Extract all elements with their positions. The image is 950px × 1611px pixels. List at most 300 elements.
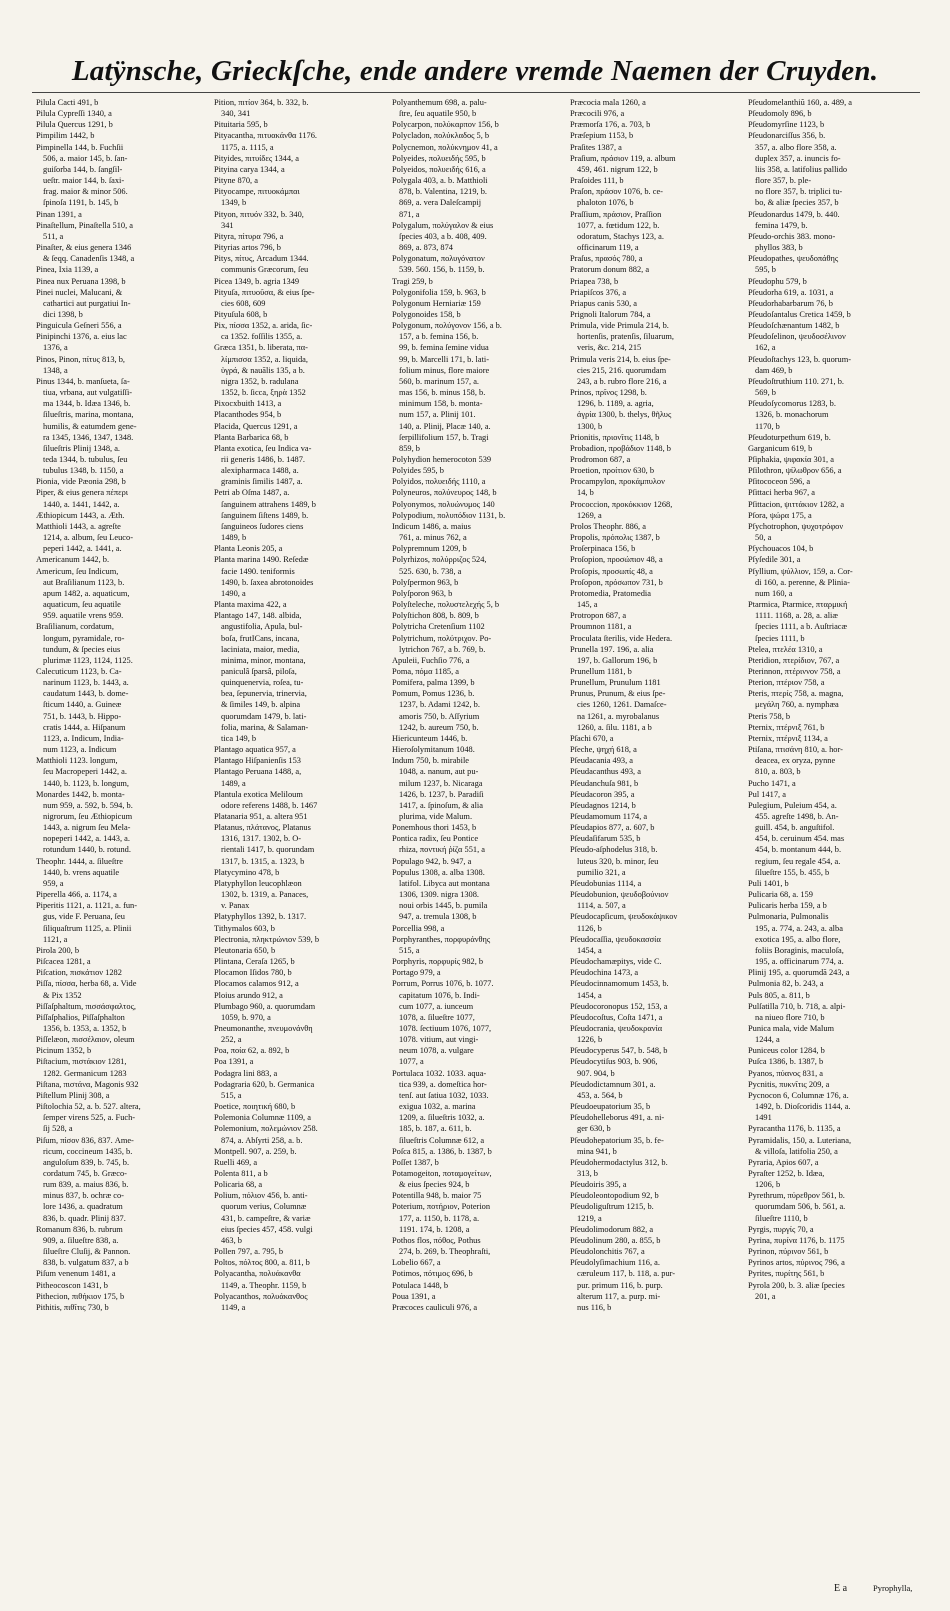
index-entry-continuation: ricum, coccineum 1435, b. [43, 1146, 133, 1156]
index-entry: Montpell. 907, a. 259, b. [214, 1146, 297, 1156]
index-entry: Pinan 1391, a [36, 209, 82, 219]
index-entry-continuation: 195, a. 774, a. 243, a. alba [755, 923, 843, 933]
index-entry: Pituitaria 595, b [214, 120, 268, 130]
index-entry: Porphyris, πορφυρίς 982, b [392, 957, 484, 967]
index-entry: Pſychotrophon, ψυχοτρόφον [748, 521, 844, 531]
page-title: Latÿnsche, Grieckſche, ende andere vremde Naemen der Cruyden. [71, 55, 879, 87]
index-entry-continuation: ὑγρά, & nauālis 135, a b. [221, 365, 305, 375]
index-entry: Lobelio 667, a [392, 1258, 441, 1268]
index-entry: Pinea, Ixia 1139, a [36, 265, 99, 275]
index-entry: Podagra lini 883, a [214, 1068, 278, 1078]
index-entry: Pityuſula 608, b [214, 309, 268, 319]
index-entry: Pithitis, πιθῖτις 730, b [36, 1302, 109, 1312]
index-entry: Pityra, πίτυρα 796, a [214, 231, 284, 241]
index-entry-continuation: tica 149, b [221, 733, 257, 743]
index-entry: Pſeudoiris 395, a [570, 1180, 627, 1190]
index-entry: Poſſet 1387, b [392, 1157, 439, 1167]
index-entry: Pſeudorha 619, a. 1031, a [748, 287, 834, 297]
index-entry: Pſeudobunias 1114, a [570, 878, 642, 888]
index-entry-continuation: 195, a. officinarum 774, a. [755, 957, 844, 967]
index-entry: Hiericunteum 1446, b. [392, 733, 468, 743]
index-entry: Plintana, Ceraſa 1265, b [214, 957, 295, 967]
index-entry: Pitheocoscon 1431, b [36, 1280, 108, 1290]
index-entry-continuation: & villoſa, latifolia 250, a [755, 1146, 838, 1156]
index-entry-continuation: 1121, a [43, 934, 68, 944]
index-entry-continuation: 810, a. 803, b [755, 767, 801, 777]
index-entry: Pſeudocoſtus, Coſta 1471, a [570, 1012, 663, 1022]
index-entry: Proſopis, προσωπίς 48, a [570, 566, 653, 576]
index-entry: Pul 1417, a [748, 789, 786, 799]
index-entry-continuation: gus, vide F. Peruana, ſeu [43, 912, 125, 922]
index-entry: Pſeudapios 877, a. 607, b [570, 823, 655, 833]
index-entry: Romanum 836, b. rubrum [36, 1224, 123, 1234]
index-entry-continuation: 560, b. marinum 157, a. [399, 376, 480, 386]
index-entry: Pſeudanchuſa 981, b [570, 778, 639, 788]
index-entry: Pterinnon, πτέριννον 758, a [748, 666, 841, 676]
index-entry-continuation: plurima, vide Malum. [399, 812, 473, 821]
index-entry: Planta Leonis 205, a [214, 544, 283, 554]
index-entry-continuation: v. Panax [221, 901, 250, 911]
index-entry: Piperitis 1121, a. 1121, a. fun- [36, 901, 138, 911]
index-entry: Puls 805, a. 811, b [748, 990, 810, 1000]
index-entry: Praſus, πρασός 780, a [570, 254, 643, 264]
index-column-4 [570, 97, 744, 1597]
index-entry: Græca 1351, b. liberata, πα- [214, 343, 308, 353]
index-entry-continuation: na niueo flore 710, b [755, 1012, 825, 1022]
index-entry-continuation: 197, b. Gallorum 196, b [577, 655, 658, 665]
index-entry: Polytricha Cretenſium 1102 [392, 622, 485, 632]
index-entry-continuation: ſtre, ſeu aquatile 950, b [399, 109, 477, 119]
index-entry: Proumnon 1181, a [570, 622, 632, 632]
index-entry: Portago 979, a [392, 968, 441, 978]
index-entry-continuation: rhiza, ποντική ῥίζα 551, a [399, 845, 485, 855]
index-column-2 [214, 97, 388, 1597]
index-entry-continuation: veris, &c. 214, 215 [577, 343, 642, 353]
index-entry: Ptelea, πτελέα 1310, a [748, 644, 823, 654]
index-entry-continuation: 1440, b. 1123, b. longum, [43, 778, 129, 788]
index-entry-continuation: 1454, a [577, 945, 602, 955]
index-entry-continuation: officinarum 119, a [577, 243, 639, 253]
index-entry: Pſyllium, ψύλλιον, 159, a. Cor- [748, 566, 853, 576]
index-entry-continuation: ueſtr. maior 144, b. ſaxi- [43, 176, 125, 186]
index-entry-continuation: 1077, a [399, 1057, 424, 1067]
index-entry-continuation: ra 1345, 1346, 1347, 1348. [43, 432, 134, 442]
index-entry-continuation: regium, ſeu regale 454, a. [755, 856, 841, 866]
index-entry-continuation: 1489, a [221, 778, 246, 788]
index-entry-continuation: minimum 158, b. monta- [399, 399, 483, 409]
index-entry-continuation: rii generis 1486, b. 1487. [221, 455, 305, 464]
index-entry: Prodromon 687, a [570, 455, 631, 464]
index-entry-continuation: 454, b. montanum 444, b. [755, 845, 842, 855]
index-entry-continuation: cæruleum 117, b. 118, a. pur- [577, 1269, 676, 1279]
index-entry: Pneumonanthe, πνευμονάνθη [214, 1023, 313, 1033]
index-entry: Pſeudoſtachys 123, b. quorum- [748, 354, 852, 364]
catchword: Pyrophylla, [873, 1583, 913, 1593]
index-entry: Populago 942, b. 947, a [392, 856, 472, 866]
index-entry-continuation: 1491 [755, 1113, 772, 1123]
index-entry: Poa 1391, a [214, 1057, 254, 1067]
index-entry: Pſyſedile 301, a [748, 555, 801, 565]
index-entry-continuation: & ſimiles 149, b. alpina [221, 700, 301, 710]
index-entry: Pionia, vide Pæonia 298, b [36, 477, 126, 487]
index-entry-continuation: 871, a [399, 209, 420, 219]
index-entry-continuation: 1078. ſectiuum 1076, 1077, [399, 1023, 492, 1033]
index-entry-continuation: 1059, b. 970, a [221, 1012, 271, 1022]
index-entry: Pulmonaria, Pulmonalis [748, 912, 829, 922]
index-entry: Pyrgis, πυργίς 70, a [748, 1224, 814, 1234]
index-entry: Garganicum 619, b [748, 443, 813, 453]
index-entry-continuation: 1209, a. ſilueſtris 1032, a. [399, 1113, 485, 1123]
index-entry: Pollen 797, a. 795, b [214, 1247, 284, 1257]
index-entry-continuation: ſanguinem ſiſtens 1489, b. [221, 510, 309, 520]
index-entry: Portulaca 1032. 1033. aqua- [392, 1068, 487, 1078]
index-entry: Pyrethrum, πύρεθρον 561, b. [748, 1191, 845, 1201]
index-entry: Pſeudorhabarbarum 76, b [748, 298, 833, 308]
index-entry: Americum, ſeu Indicum, [36, 566, 119, 576]
index-entry-continuation: guiſorba 144, b. ſangſil- [43, 164, 123, 174]
index-entry: Pſeudocyperus 547, b. 548, b [570, 1046, 668, 1056]
index-entry-continuation: ſilueſtre 155, b. 455, b [755, 867, 830, 877]
index-entry: Apuleii, Fuchſio 776, a [392, 655, 470, 665]
index-entry: Pinea nux Peruana 1398, b [36, 276, 126, 286]
index-entry-continuation: 252, a [221, 1035, 242, 1045]
index-entry: Pſeudohermodactylus 312, b. [570, 1157, 668, 1167]
index-entry-continuation: ſanguinem attrahens 1489, b [221, 499, 316, 509]
index-entry-continuation: 1417, a. ſpinoſum, & alia [399, 800, 483, 810]
index-entry: Præcocia mala 1260, a [570, 98, 646, 107]
index-entry: Potentilla 948, b. maior 75 [392, 1191, 482, 1201]
index-entry-continuation: 569, b [755, 388, 776, 398]
index-entry: Proſerpinaca 156, b [570, 544, 636, 554]
index-entry-continuation: guill. 454, b. anguſtifol. [755, 823, 835, 833]
index-entry-continuation: ſpecies 403, a b. 408, 409. [399, 231, 487, 241]
index-entry: Pinguicula Geſneri 556, a [36, 321, 122, 331]
index-entry: Pſeudocrania, ψευδοκρανία [570, 1023, 663, 1033]
index-entry: Theophr. 1444, a. ſilueſtre [36, 856, 123, 866]
index-entry-continuation: 869, a. 873, 874 [399, 243, 453, 253]
index-entry-continuation: mas 156, b. minus 158, b. [399, 388, 486, 398]
index-entry: Polygonatum, πολυγόνατον [392, 254, 485, 264]
index-entry-continuation: cathartici aut purgatiui In- [43, 298, 131, 308]
index-entry: Prococcion, προκόκκιον 1268, [570, 499, 673, 509]
index-entry: Plocamon Iſidos 780, b [214, 968, 292, 978]
index-entry-continuation: no flore 357, b. triplici tu- [755, 187, 843, 197]
index-entry: Pyraſter 1252, b. Idæa, [748, 1169, 825, 1178]
index-entry-continuation: ſilueſtris Plinij 1348, a. [43, 443, 121, 453]
index-entry: Probadion, προβάδιον 1148, b [570, 443, 671, 453]
index-entry-continuation: teda 1344, b. tubulus, ſeu [43, 455, 128, 464]
index-entry: Platyphyllon leucophlæon [214, 878, 302, 888]
index-entry: Protomedia, Pratomedia [570, 588, 651, 598]
index-entry-continuation: tubulus 1348, b. 1150, a [43, 466, 124, 476]
index-entry-continuation: laciniata, maior, media, [221, 644, 300, 654]
index-entry: Prunellum, Prunulum 1181 [570, 678, 661, 688]
index-entry: Pinos, Pinon, πίτυς 813, b, [36, 354, 125, 364]
index-entry-continuation: & eius ſpecies 924, b [399, 1180, 470, 1190]
index-entry: Indicum 1486, a. maius [392, 521, 471, 531]
index-entry: Potulaca 1448, b [392, 1280, 449, 1290]
index-entry: Pothos flos, πόθος, Pothus [392, 1235, 481, 1245]
index-entry-continuation: neum 1078, a. vulgare [399, 1046, 474, 1056]
index-entry: Polyſteleche, πολυστελεχής 5, b [392, 600, 500, 610]
index-entry: Indum 750, b. mirabile [392, 756, 469, 766]
index-entry: Piſtacium, πιστάκιον 1281, [36, 1057, 127, 1067]
index-entry-continuation: caudatum 1443, b. dome- [43, 689, 129, 699]
index-entry: Pſeudoſchænantum 1482, b [748, 321, 840, 331]
index-entry: Pucho 1471, a [748, 778, 796, 788]
index-entry-continuation: 157, a b. femina 156, b. [399, 332, 479, 342]
index-entry-continuation: amoris 750, b. Aſſyrium [399, 711, 480, 721]
index-entry: Pſeudoſelinon, ψευδοσέλινον [748, 332, 846, 342]
index-entry-continuation: 463, b [221, 1235, 242, 1245]
index-entry: Pityides, πιτυίδες 1344, a [214, 153, 299, 163]
index-entry-continuation: 1123, a. Indicum, India- [43, 733, 124, 743]
index-entry-continuation: ca 1352. foſſilis 1355, a. [221, 332, 303, 342]
index-entry-continuation: 907. 904, b [577, 1068, 615, 1078]
index-entry-continuation: nigrorum, ſeu Æthiopicum [43, 812, 133, 821]
index-entry-continuation: 145, a [577, 600, 598, 610]
index-entry: Priapiſcos 376, a [570, 287, 627, 297]
index-entry-continuation: odore referens 1488, b. 1467 [221, 800, 318, 810]
index-entry: Pition, πιτίον 364, b. 332, b. [214, 98, 309, 107]
index-entry-continuation: ſanguineos ſudores ciens [221, 521, 304, 531]
index-entry: Pſitococeon 596, a [748, 477, 811, 487]
index-entry: Pilula Quercus 1291, b [36, 120, 113, 130]
index-entry-continuation: 859, b [399, 443, 420, 453]
index-entry-continuation: 1149, a [221, 1302, 246, 1312]
index-entry: Polyrhizos, πολύρριζος 524, [392, 555, 487, 565]
index-entry: Polycladon, πολύκλαδος 5, b [392, 131, 490, 141]
index-entry: Puli 1401, b [748, 878, 789, 888]
index-entry: Pſeudolimodorum 882, a [570, 1224, 654, 1234]
index-entry: Protropon 687, a [570, 611, 627, 621]
index-entry: Policaria 68, a [214, 1180, 263, 1190]
index-entry: Polyacanthos, πολυάκανθος [214, 1291, 308, 1301]
index-entry: Pulmonia 82, b. 243, a [748, 979, 824, 989]
index-entry-continuation: 1175, a. 1115, a [221, 142, 274, 152]
index-entry: Pratorum donum 882, a [570, 265, 650, 275]
index-entry: Pycnocon 6, Columnæ 176, a. [748, 1090, 849, 1100]
index-entry: Pinaſtellum, Pinaſtella 510, a [36, 220, 133, 230]
index-entry: Primula veris 214, b. eius ſpe- [570, 354, 671, 364]
index-entry-continuation: 1244, a [755, 1035, 780, 1045]
index-entry-continuation: tundum, & ſpecies eius [43, 644, 121, 654]
index-entry-continuation: 1440, a. 1441, 1442, a. [43, 499, 120, 509]
index-entry-continuation: 878, b. Valentina, 1219, b. [399, 187, 488, 197]
index-entry-continuation: 1352, b. ſicca, ξηρὰ 1352 [221, 388, 306, 398]
index-entry: Pityne 870, a [214, 176, 258, 186]
index-entry: Pomum, Pomus 1236, b. [392, 689, 475, 699]
index-entry-continuation: cies 1260, 1261. Damaſce- [577, 700, 667, 710]
index-entry-continuation: 140, a. Plinij, Placæ 140, a. [399, 421, 491, 431]
index-entry-continuation: ger 630, b [577, 1124, 611, 1134]
index-entry: Pilula Cacti 491, b [36, 98, 99, 107]
index-entry: Pteris, πτερίς 758, a. magna, [748, 689, 844, 699]
index-entry-continuation: nopeperi 1442, a. 1443, a. [43, 834, 130, 844]
index-entry: Tragi 259, b [392, 276, 433, 286]
index-entry-continuation: 177, a. 1150, b. 1178, a. [399, 1213, 480, 1223]
index-entry-continuation: 1214, a. album, ſeu Leuco- [43, 533, 134, 543]
index-entry: Potamogeiton, ποταμογείτων, [392, 1169, 492, 1178]
index-entry: Polyſpermon 963, b [392, 577, 459, 587]
index-entry-continuation: phyllos 383, b [755, 243, 803, 253]
index-entry-continuation: odoratum, Stachys 123, a. [577, 231, 664, 241]
index-entry: Æthiopicum 1443, a. Æth. [36, 510, 125, 520]
index-entry-continuation: 1443, a. nigrum ſeu Mela- [43, 823, 131, 833]
index-entry-continuation: cratis 1444, a. Hiſpanum [43, 722, 126, 732]
index-entry-continuation: 869, a. vera Daleſcampij [399, 198, 482, 208]
index-entry-continuation: ſilueſtris Columnæ 612, a [399, 1135, 485, 1145]
index-entry: Ponemhous thori 1453, b [392, 823, 477, 833]
index-entry: Ruelli 469, a [214, 1157, 258, 1167]
index-entry-continuation: num 160, a [755, 588, 793, 598]
index-entry: Poma, πόμα 1185, a [392, 666, 459, 676]
index-entry-continuation: 201, a [755, 1291, 776, 1301]
index-entry: Placida, Quercus 1291, a [214, 421, 298, 431]
index-entry: Pſeudoleontopodium 92, b [570, 1191, 659, 1201]
index-entry-continuation: pur. primum 116, b. purp. [577, 1280, 663, 1290]
index-entry-continuation: 539. 560. 156, b. 1159, b. [399, 265, 485, 275]
index-entry: Piſtellum Plinij 308, a [36, 1090, 110, 1100]
index-entry: Pſeudoliguſtrum 1215, b. [570, 1202, 654, 1212]
index-entry-continuation: 313, b [577, 1169, 598, 1178]
index-entry: Prolos Theophr. 886, a [570, 521, 646, 531]
index-entry-continuation: 515, a [399, 945, 420, 955]
index-entry: Plantago 147, 148. albida, [214, 611, 302, 621]
index-entry-continuation: 1269, a [577, 510, 602, 520]
index-entry-continuation: 1492, b. Dioſcoridis 1144, a. [755, 1102, 851, 1112]
index-entry-continuation: duplex 357, a. inuncis fo- [755, 153, 841, 163]
index-entry: Pomifera, palma 1399, b [392, 678, 475, 688]
index-entry-continuation: 243, a b. rubro flore 216, a [577, 376, 667, 386]
index-entry: Potimos, πότιμος 696, b [392, 1269, 473, 1279]
index-entry-continuation: 99, b. femina ſemine vidua [399, 343, 489, 353]
index-entry-continuation: capitatum 1076, b. Indi- [399, 990, 480, 1000]
index-entry-continuation: 14, b [577, 488, 594, 498]
index-entry-continuation: 1316, 1317. 1302, b. O- [221, 834, 302, 844]
index-entry: Pſeudobunion, ψευδοβούνιον [570, 890, 669, 900]
index-entry: Piſtolochia 52, a. b. 527. altera, [36, 1102, 141, 1112]
index-entry: Polyſporon 963, b [392, 588, 453, 598]
index-entry-continuation: exotica 195, a. albo flore, [755, 934, 841, 944]
index-entry-continuation: rum 839, a. maius 836, b. [43, 1180, 129, 1190]
index-entry-continuation: 838, b. vulgatum 837, a b [43, 1258, 129, 1268]
index-entry: Polium, πόλιον 456, b. anti- [214, 1191, 308, 1201]
index-entry: Americanum 1442, b. [36, 555, 110, 565]
index-entry-continuation: 274, b. 269, b. Theophraſti, [399, 1247, 491, 1257]
index-entry: Planta exotica, ſeu Indica va- [214, 443, 312, 453]
index-entry-continuation: quorum verius, Columnæ [221, 1202, 307, 1212]
index-entry: Pyraria, Apios 607, a [748, 1157, 819, 1167]
index-entry-continuation: λίμπισσα 1352, a. liquida, [221, 354, 308, 364]
index-entry: Ploius arundo 912, a [214, 990, 283, 1000]
index-entry: Prunus, Prunum, & eius ſpe- [570, 689, 666, 699]
index-entry-continuation: ſeu Macropeperi 1442, a. [43, 767, 127, 777]
index-entry-continuation: 1326, b. monachorum [755, 410, 829, 420]
index-entry: Pulicaria 68, a. 159 [748, 890, 813, 900]
index-entry-continuation: cies 215, 216. quorumdam [577, 365, 667, 375]
index-entry: Puſca 1386, b. 1387, b [748, 1057, 824, 1067]
index-entry: Prionitis, πριονῖτις 1148, b [570, 432, 660, 442]
index-entry: Pſeudochina 1473, a [570, 968, 639, 978]
index-entry-continuation: nus 116, b [577, 1302, 612, 1312]
index-entry: Primula, vide Primula 214, b. [570, 321, 669, 331]
index-entry-continuation: 595, b [755, 265, 776, 275]
index-entry-continuation: 185, b. 187, a. 611, b. [399, 1124, 472, 1134]
index-entry: Polyeidos, πολυειδής 616, a [392, 164, 486, 174]
index-entry-continuation: num 157, a. Plinij 101. [399, 410, 476, 420]
index-entry: Pſittacion, ψιττάκιον 1282, a [748, 499, 845, 509]
index-entry-continuation: 453, a. 564, b [577, 1090, 623, 1100]
index-entry: Priapus canis 530, a [570, 298, 637, 308]
index-entry: Monardes 1442, b. monta- [36, 789, 125, 799]
index-entry: Pulſatilla 710, b. 718, a. alpi- [748, 1001, 846, 1011]
index-entry-continuation: tica 939, a. domeſtica hor- [399, 1079, 487, 1089]
index-entry-continuation: apum 1482, a. aquaticum, [43, 588, 130, 598]
index-entry-continuation: communis Græcorum, ſeu [221, 265, 309, 275]
index-entry-continuation: 1226, b [577, 1035, 603, 1045]
index-entry-continuation: ſpinoſa 1191, b. 145, b [43, 198, 119, 208]
index-entry-continuation: ſpecies 1111, a b. Auſtriacæ [755, 622, 848, 632]
index-entry-continuation: 99, b. Marcelli 171, b. lati- [399, 354, 490, 364]
index-entry: Pyrites, πυρίτης 561, b [748, 1269, 825, 1279]
index-entry: Praſon, πράσον 1076, b. ce- [570, 187, 663, 197]
index-entry: Pſeche, ψηχή 618, a [570, 745, 637, 755]
index-entry-continuation: rientali 1417, b. quorundam [221, 845, 315, 855]
index-entry: Pſeudonarciſſus 356, b. [748, 131, 826, 141]
index-entry-continuation: num 1123, a. Indicum [43, 745, 117, 755]
index-entry: Poterium, ποτήριον, Poterion [392, 1202, 491, 1212]
index-entry: Prignoli Italorum 784, a [570, 309, 651, 319]
index-entry: Pſiphakia, ψιφακία 301, a [748, 455, 834, 464]
index-entry-continuation: narinum 1123, b. 1443, a. [43, 678, 129, 688]
index-entry: Poua 1391, a [392, 1291, 436, 1301]
index-entry: Polenta 811, a b [214, 1169, 268, 1178]
index-entry-continuation: 1114, a. 507, a [577, 901, 626, 911]
index-entry: Pſeudochamæpitys, vide C. [570, 957, 662, 967]
index-entry: Pleutonaria 650, b [214, 945, 276, 955]
index-entry: Pſachi 670, a [570, 733, 614, 743]
index-entry-continuation: 1111. 1168, a. 28, a. aliæ [755, 611, 838, 621]
index-entry-continuation: 1149, a. Theophr. 1159, b [221, 1280, 307, 1290]
index-entry-continuation: lore 1436, a. quadratum [43, 1202, 123, 1212]
index-entry-continuation: anguloſum 839, b. 745, b. [43, 1157, 130, 1167]
index-entry: Calecuticum 1123, b. Ca- [36, 666, 122, 676]
title-rule [32, 92, 920, 93]
index-entry: Pſeudo-aſphodelus 318, b. [570, 845, 658, 855]
index-entry: Polyneuros, πολύνευρος 148, b [392, 488, 497, 498]
index-entry-continuation: noui orbis 1445, b. pumila [399, 901, 488, 911]
index-entry: Pſeudacoron 395, a [570, 789, 635, 799]
index-entry: Pſeudolonchitis 767, a [570, 1247, 645, 1257]
index-entry: Pyracantha 1176, b. 1135, a [748, 1124, 841, 1134]
index-entry-continuation: & ſeqq. Canadenſis 1348, a [43, 254, 135, 264]
index-entry: Pſeudoſantalus Cretica 1459, b [748, 309, 851, 319]
index-entry: Polemonia Columnæ 1109, a [214, 1113, 311, 1123]
index-entry: Polyhydion hemerocoton 539 [392, 455, 492, 464]
index-entry-continuation: cies 608, 609 [221, 298, 266, 308]
index-entry: Piſum, πίσον 836, 837. Ame- [36, 1135, 134, 1145]
index-entry: Priapea 738, b [570, 276, 619, 286]
index-entry: Plantula exotica Meliloum [214, 789, 303, 799]
index-entry-continuation: 761, a. minus 762, a [399, 533, 467, 543]
index-entry: Polyanthemum 698, a. palu- [392, 98, 487, 107]
index-entry-continuation: ſij 528, a [43, 1124, 73, 1134]
index-entry: Porrum, Porrus 1076, b. 1077. [392, 979, 494, 989]
index-entry-continuation: frag. maior & minor 506. [43, 187, 128, 197]
index-entry: Praſites 1387, a [570, 142, 622, 152]
index-entry: Polyacantha, πολυάκανθα [214, 1269, 301, 1279]
